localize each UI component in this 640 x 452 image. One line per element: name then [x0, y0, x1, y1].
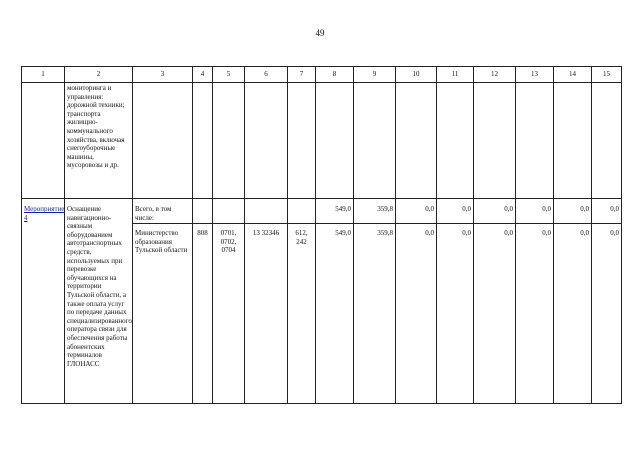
total-col14: 0,0 [554, 199, 592, 224]
ministry-col5: 0701, 0702, 0704 [213, 224, 245, 404]
budget-table [21, 66, 622, 404]
total-col8: 549,0 [316, 199, 354, 224]
total-col12: 0,0 [474, 199, 516, 224]
table-cell [193, 199, 213, 224]
table-cell [213, 199, 245, 224]
total-col10: 0,0 [396, 199, 437, 224]
table-cell [592, 83, 622, 199]
ministry-col8: 549,0 [316, 224, 354, 404]
ministry-col12: 0,0 [474, 224, 516, 404]
header-cell: 7 [288, 67, 316, 83]
table-cell [354, 83, 396, 199]
header-row [22, 67, 622, 83]
event-total-row [22, 199, 622, 224]
header-cell: 3 [133, 67, 193, 83]
table-cell [316, 83, 354, 199]
table-cell [193, 83, 213, 199]
total-col9: 359,8 [354, 199, 396, 224]
header-cell: 12 [474, 67, 516, 83]
table-cell [245, 83, 288, 199]
header-cell: 4 [193, 67, 213, 83]
ministry-col4: 808 [193, 224, 213, 404]
header-cell: 9 [354, 67, 396, 83]
page-number: 49 [315, 28, 325, 38]
ministry-col9: 359,8 [354, 224, 396, 404]
table-cell [133, 83, 193, 199]
event-link[interactable]: Мероприятие 4 [24, 205, 65, 222]
header-cell: 14 [554, 67, 592, 83]
ministry-col13: 0,0 [516, 224, 554, 404]
header-cell: 11 [437, 67, 474, 83]
table-cell [554, 83, 592, 199]
header-cell: 2 [65, 67, 133, 83]
header-cell: 10 [396, 67, 437, 83]
event-description: Оснащение навигационно-связным оборудованием автотранспортных средств, используемых при перевозке обучающихся на территории Тульской области, а также оплата услуг по передаче данных специализированного оператора связи для обеспечения работы абонентских терминалов ГЛОНАСС [65, 199, 133, 404]
table-cell [245, 199, 288, 224]
table-cell [474, 83, 516, 199]
header-cell: 8 [316, 67, 354, 83]
event-label-cell [22, 199, 65, 404]
ministry-col7: 612, 242 [288, 224, 316, 404]
ministry-col6: 13 32346 [245, 224, 288, 404]
ministry-col11: 0,0 [437, 224, 474, 404]
ministry-col15: 0,0 [592, 224, 622, 404]
ministry-col14: 0,0 [554, 224, 592, 404]
header-cell: 5 [213, 67, 245, 83]
ministry-name: Министерство образования Тульской области [133, 224, 193, 404]
table-cell [396, 83, 437, 199]
total-col13: 0,0 [516, 199, 554, 224]
table-cell [22, 83, 65, 199]
continuation-description: мониторинга и управления: дорожной техники; транспорта жилищно-коммунального хозяйства, включая снегоуборочные машины, мусоровозы и др. [65, 83, 133, 199]
header-cell: 1 [22, 67, 65, 83]
header-cell: 15 [592, 67, 622, 83]
table-cell [516, 83, 554, 199]
table-cell [213, 83, 245, 199]
table-cell [437, 83, 474, 199]
continuation-row [22, 83, 622, 199]
table-cell [288, 83, 316, 199]
total-col15: 0,0 [592, 199, 622, 224]
total-col11: 0,0 [437, 199, 474, 224]
total-label: Всего, в том числе: [133, 199, 193, 224]
ministry-col10: 0,0 [396, 224, 437, 404]
table-cell [288, 199, 316, 224]
header-cell: 6 [245, 67, 288, 83]
header-cell: 13 [516, 67, 554, 83]
